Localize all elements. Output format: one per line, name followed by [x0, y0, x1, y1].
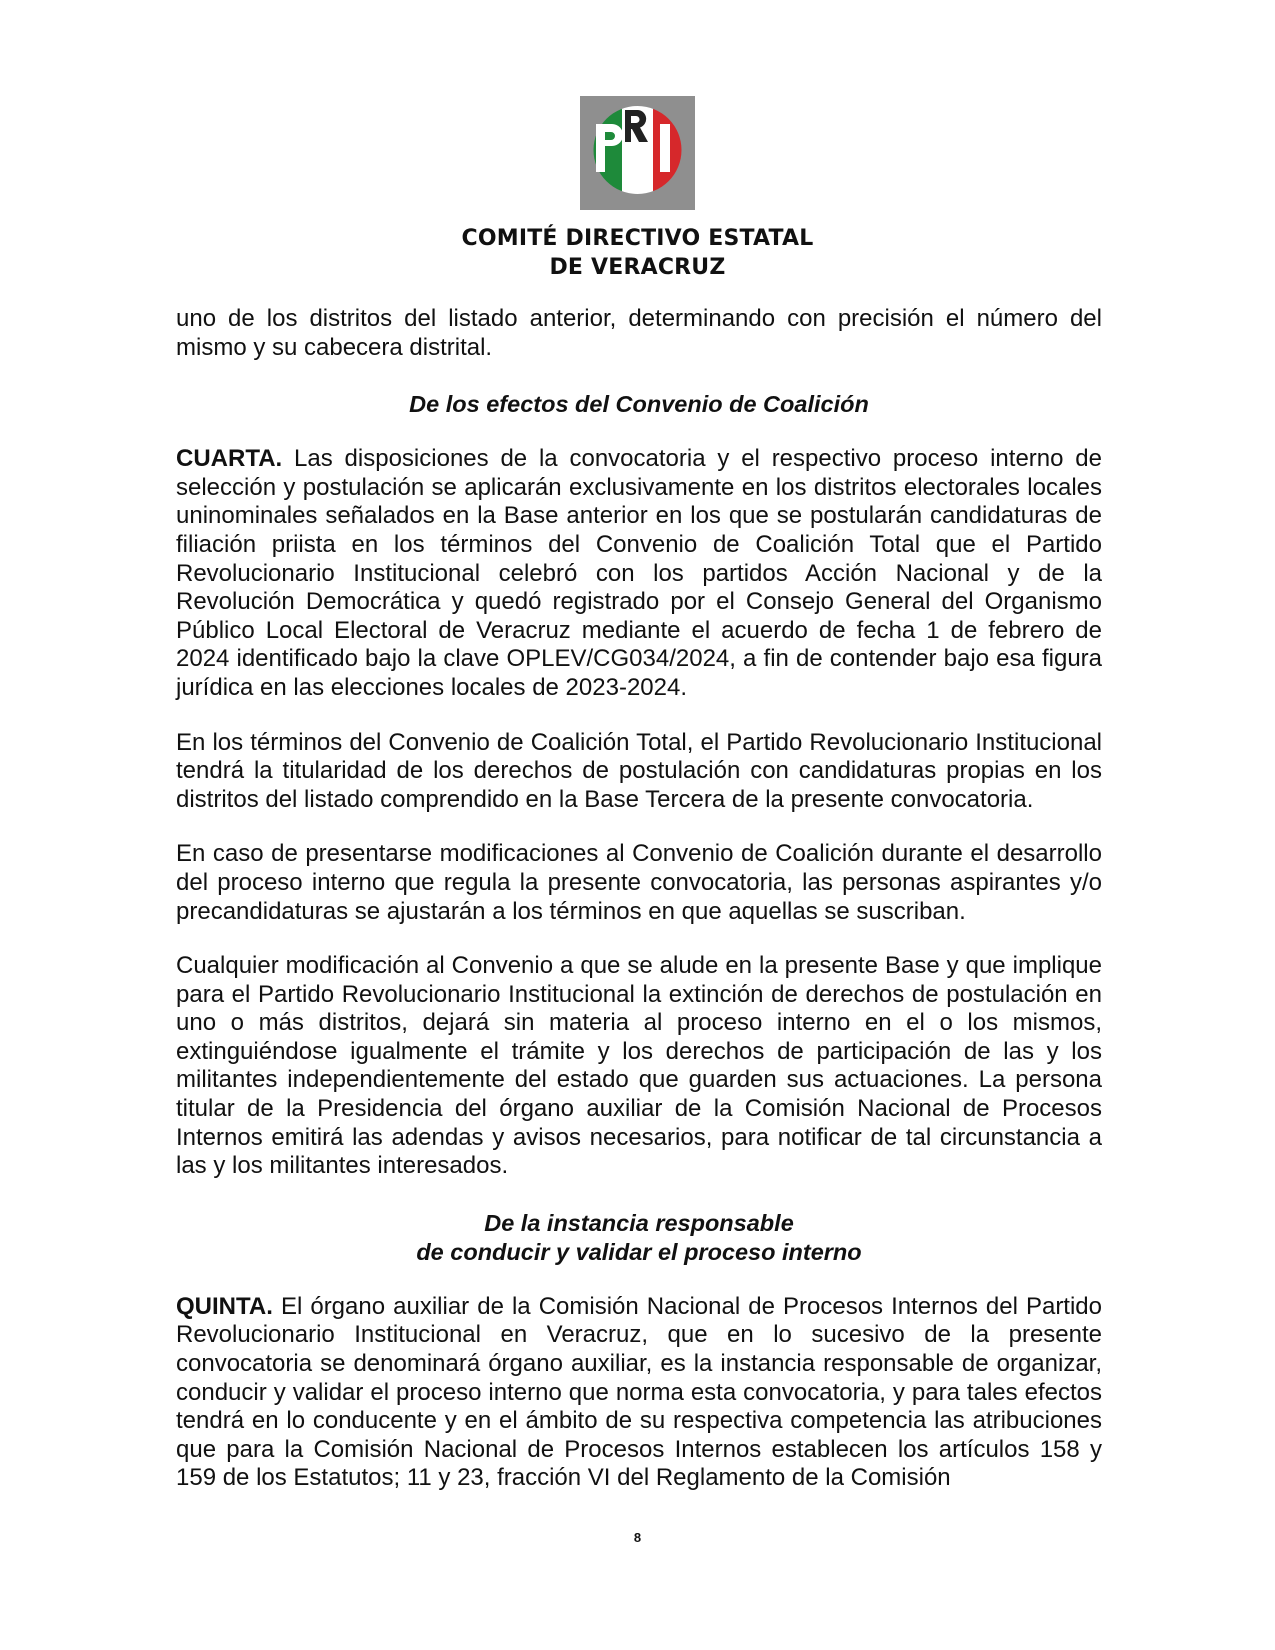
section-heading-instancia-line-1: De la instancia responsable [484, 1209, 794, 1236]
section-heading-instancia [176, 1209, 1102, 1267]
document-header [0, 96, 1275, 282]
paragraph-cuarta [176, 445, 1102, 702]
clause-label-cuarta: CUARTA. [176, 445, 283, 473]
section-heading-instancia-line-2: de conducir y validar el proceso interno [416, 1238, 862, 1265]
clause-text-quinta: El órgano auxiliar de la Comisión Nacional de Procesos Internos del Partido Revolucionario Institucional en Veracruz, que en lo sucesivo de la presente convocatoria se denominará órgano auxiliar, es la instancia responsable de organizar, conducir y validar el proceso interno que norma esta convocatoria, y para tales efectos tendrá en lo conducente y en el ámbito de su respectiva competencia las atribuciones que para la Comisión Nacional de Procesos Internos establecen los artículos 158 y 159 de los Estatutos; 11 y 23, fracción VI del Reglamento de la Comisión [176, 1292, 1102, 1492]
paragraph-modificaciones: En caso de presentarse modificaciones al Convenio de Coalición durante el desarrollo del proceso interno que regula la presente convocatoria, las personas aspirantes y/o precandidaturas se ajustarán a los términos en que aquellas se suscriban. [176, 840, 1102, 925]
clause-text-cuarta: Las disposiciones de la convocatoria y el respectivo proceso interno de selección y postulación se aplicarán exclusivamente en los distritos electorales locales uninominales señalados en la Base anterior en los que se postularán candidaturas de filiación priista en los términos del Convenio de Coalición Total que el Partido Revolucionario Institucional celebró con los partidos Acción Nacional y de la Revolución Democrática y quedó registrado por el Consejo General del Organismo Público Local Electoral de Veracruz mediante el acuerdo de fecha 1 de febrero de 2024 identificado bajo la clave OPLEV/CG034/2024, a fin de contender bajo esa figura jurídica en las elecciones locales de 2023-2024. [176, 445, 1102, 701]
paragraph-quinta [176, 1293, 1102, 1493]
paragraph-cualquier: Cualquier modificación al Convenio a que se alude en la presente Base y que implique para el Partido Revolucionario Institucional la extinción de derechos de postulación en uno o más distritos, dejará sin materia al proceso interno en el o los mismos, extinguiéndose igualmente el trámite y los derechos de participación de las y los militantes independientemente del estado que guarden sus actuaciones. La persona titular de la Presidencia del órgano auxiliar de la Comisión Nacional de Procesos Internos emitirá las adendas y avisos necesarios, para notificar de tal circunstancia a las y los militantes interesados. [176, 952, 1102, 1180]
organization-line-1: COMITÉ DIRECTIVO ESTATAL [461, 226, 814, 251]
clause-label-quinta: QUINTA. [176, 1292, 273, 1320]
paragraph-terminos: En los términos del Convenio de Coalición Total, el Partido Revolucionario Institucional tendrá la titularidad de los derechos de postulación con candidaturas propias en los distritos del listado comprendido en la Base Tercera de la presente convocatoria. [176, 728, 1102, 813]
document-body [176, 305, 1102, 1493]
pri-logo-graphic [580, 96, 695, 210]
page-number: 8 [633, 1530, 642, 1545]
section-heading-efectos: De los efectos del Convenio de Coalición [409, 391, 869, 418]
organization-line-2: DE VERACRUZ [549, 255, 726, 280]
pri-logo [580, 96, 695, 210]
paragraph-intro: uno de los distritos del listado anterior, determinando con precisión el número del mismo y su cabecera distrital. [176, 305, 1102, 361]
organization-name [0, 224, 1275, 282]
